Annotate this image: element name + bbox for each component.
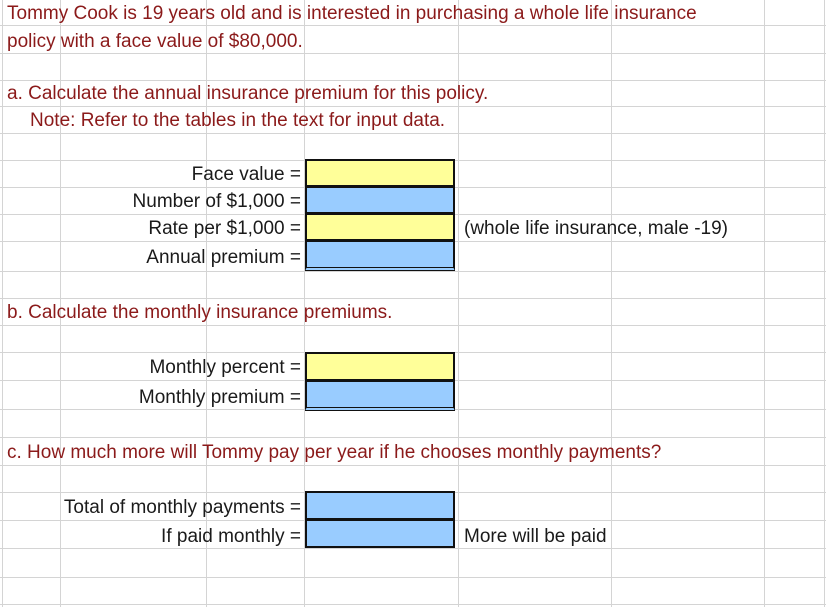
- total-monthly-payments-cell[interactable]: [305, 491, 455, 520]
- part-a-note: Note: Refer to the tables in the text for input data.: [30, 110, 446, 131]
- annual-premium-label: Annual premium =: [146, 247, 301, 268]
- face-value-input-cell[interactable]: [305, 159, 455, 187]
- monthly-premium-cell[interactable]: [305, 380, 455, 411]
- problem-intro-line-1: Tommy Cook is 19 years old and is interested in purchasing a whole life insurance: [7, 3, 697, 24]
- monthly-percent-input-cell[interactable]: [305, 352, 455, 381]
- number-of-thousands-cell[interactable]: [305, 186, 455, 214]
- monthly-premium-label: Monthly premium =: [138, 387, 301, 408]
- rate-per-thousand-label: Rate per $1,000 =: [148, 218, 301, 239]
- more-paid-comment: More will be paid: [464, 526, 607, 547]
- part-c-heading: c. How much more will Tommy pay per year if he chooses monthly payments?: [7, 442, 662, 463]
- part-b-heading: b. Calculate the monthly insurance premiums.: [7, 302, 393, 323]
- monthly-percent-label: Monthly percent =: [149, 357, 301, 378]
- annual-premium-cell[interactable]: [305, 240, 455, 271]
- rate-per-thousand-input-cell[interactable]: [305, 213, 455, 241]
- face-value-label: Face value =: [191, 164, 301, 185]
- total-monthly-payments-label: Total of monthly payments =: [63, 497, 301, 518]
- number-of-thousands-label: Number of $1,000 =: [132, 191, 301, 212]
- if-paid-monthly-cell[interactable]: [305, 519, 455, 548]
- problem-intro-line-2: policy with a face value of $80,000.: [7, 31, 303, 52]
- part-a-heading: a. Calculate the annual insurance premium for this policy.: [7, 83, 489, 104]
- if-paid-monthly-label: If paid monthly =: [161, 526, 301, 547]
- rate-comment: (whole life insurance, male -19): [464, 218, 729, 239]
